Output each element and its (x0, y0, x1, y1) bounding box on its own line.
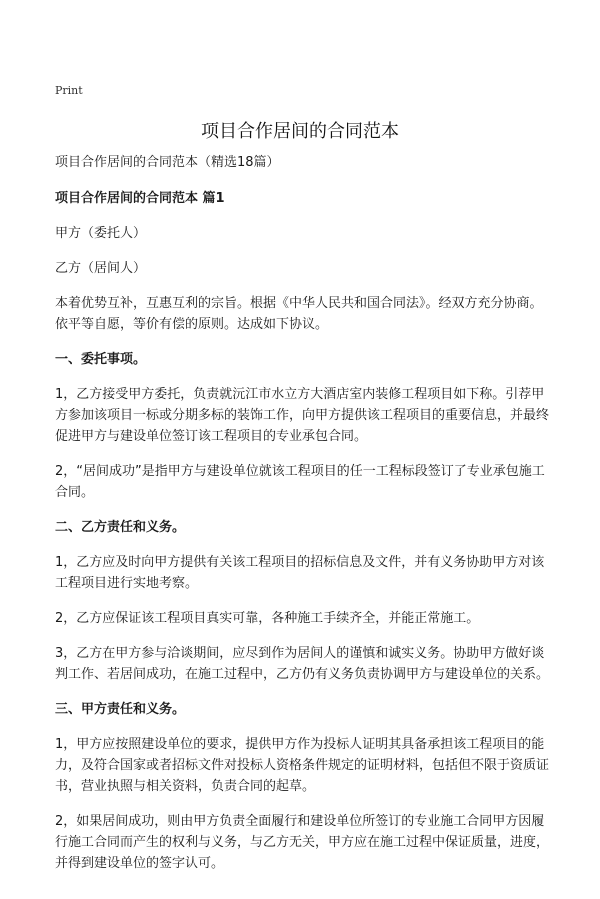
clause-2-item-2: 2，乙方应保证该工程项目真实可靠，各种施工手续齐全，并能正常施工。 (55, 611, 480, 626)
section-heading: 项目合作居间的合同范本 篇1 (55, 191, 225, 206)
intro-paragraph: 本着优势互补，互惠互利的宗旨。根据《中华人民共和国合同法》。经双方充分协商。依平等自愿，等价有偿的原则。达成如下协议。 (55, 296, 543, 332)
clause-3-item-1: 1，甲方应按照建设单位的要求，提供甲方作为投标人证明其具备承担该工程项目的能力，及符合国家或者招标文件对投标人资格条件规定的证明材料，包括但不限于资质证书，营业执照与相关资料，负责合同的起草。 (55, 737, 550, 794)
party-b-line: 乙方（居间人） (55, 261, 147, 276)
document-title: 项目合作居间的合同范本 (201, 121, 399, 142)
clause-heading-3: 三、甲方责任和义务。 (55, 702, 186, 717)
print-label: Print (55, 84, 83, 97)
party-a-line: 甲方（委托人） (55, 226, 147, 241)
document-body (55, 152, 553, 886)
clause-3-item-2: 2，如果居间成功，则由甲方负责全面履行和建设单位所签订的专业施工合同甲方因履行施工合同而产生的权利与义务，与乙方无关，甲方应在施工过程中保证质量，进度，并得到建设单位的签字认可。 (55, 814, 550, 871)
clause-2-item-1: 1，乙方应及时向甲方提供有关该工程项目的招标信息及文件，并有义务协助甲方对该工程项目进行实地考察。 (55, 555, 545, 591)
clause-1-item-1: 1，乙方接受甲方委托，负责就沅江市水立方大酒店室内装修工程项目如下称。引荐甲方参加该项目一标或分期多标的装饰工作，向甲方提供该工程项目的重要信息，并最终促进甲方与建设单位签订该工程项目的专业承包合同。 (55, 387, 550, 444)
clause-1-item-2: 2，“居间成功”是指甲方与建设单位就该工程项目的任一工程标段签订了专业承包施工合同。 (55, 464, 545, 500)
clause-heading-1: 一、委托事项。 (55, 352, 147, 367)
clause-heading-2: 二、乙方责任和义务。 (55, 520, 186, 535)
document-subtitle: 项目合作居间的合同范本（精选18篇） (55, 155, 280, 170)
clause-2-item-3: 3，乙方在甲方参与洽谈期间，应尽到作为居间人的谨慎和诚实义务。协助甲方做好谈判工作、若居间成功，在施工过程中，乙方仍有义务负责协调甲方与建设单位的关系。 (55, 646, 550, 682)
